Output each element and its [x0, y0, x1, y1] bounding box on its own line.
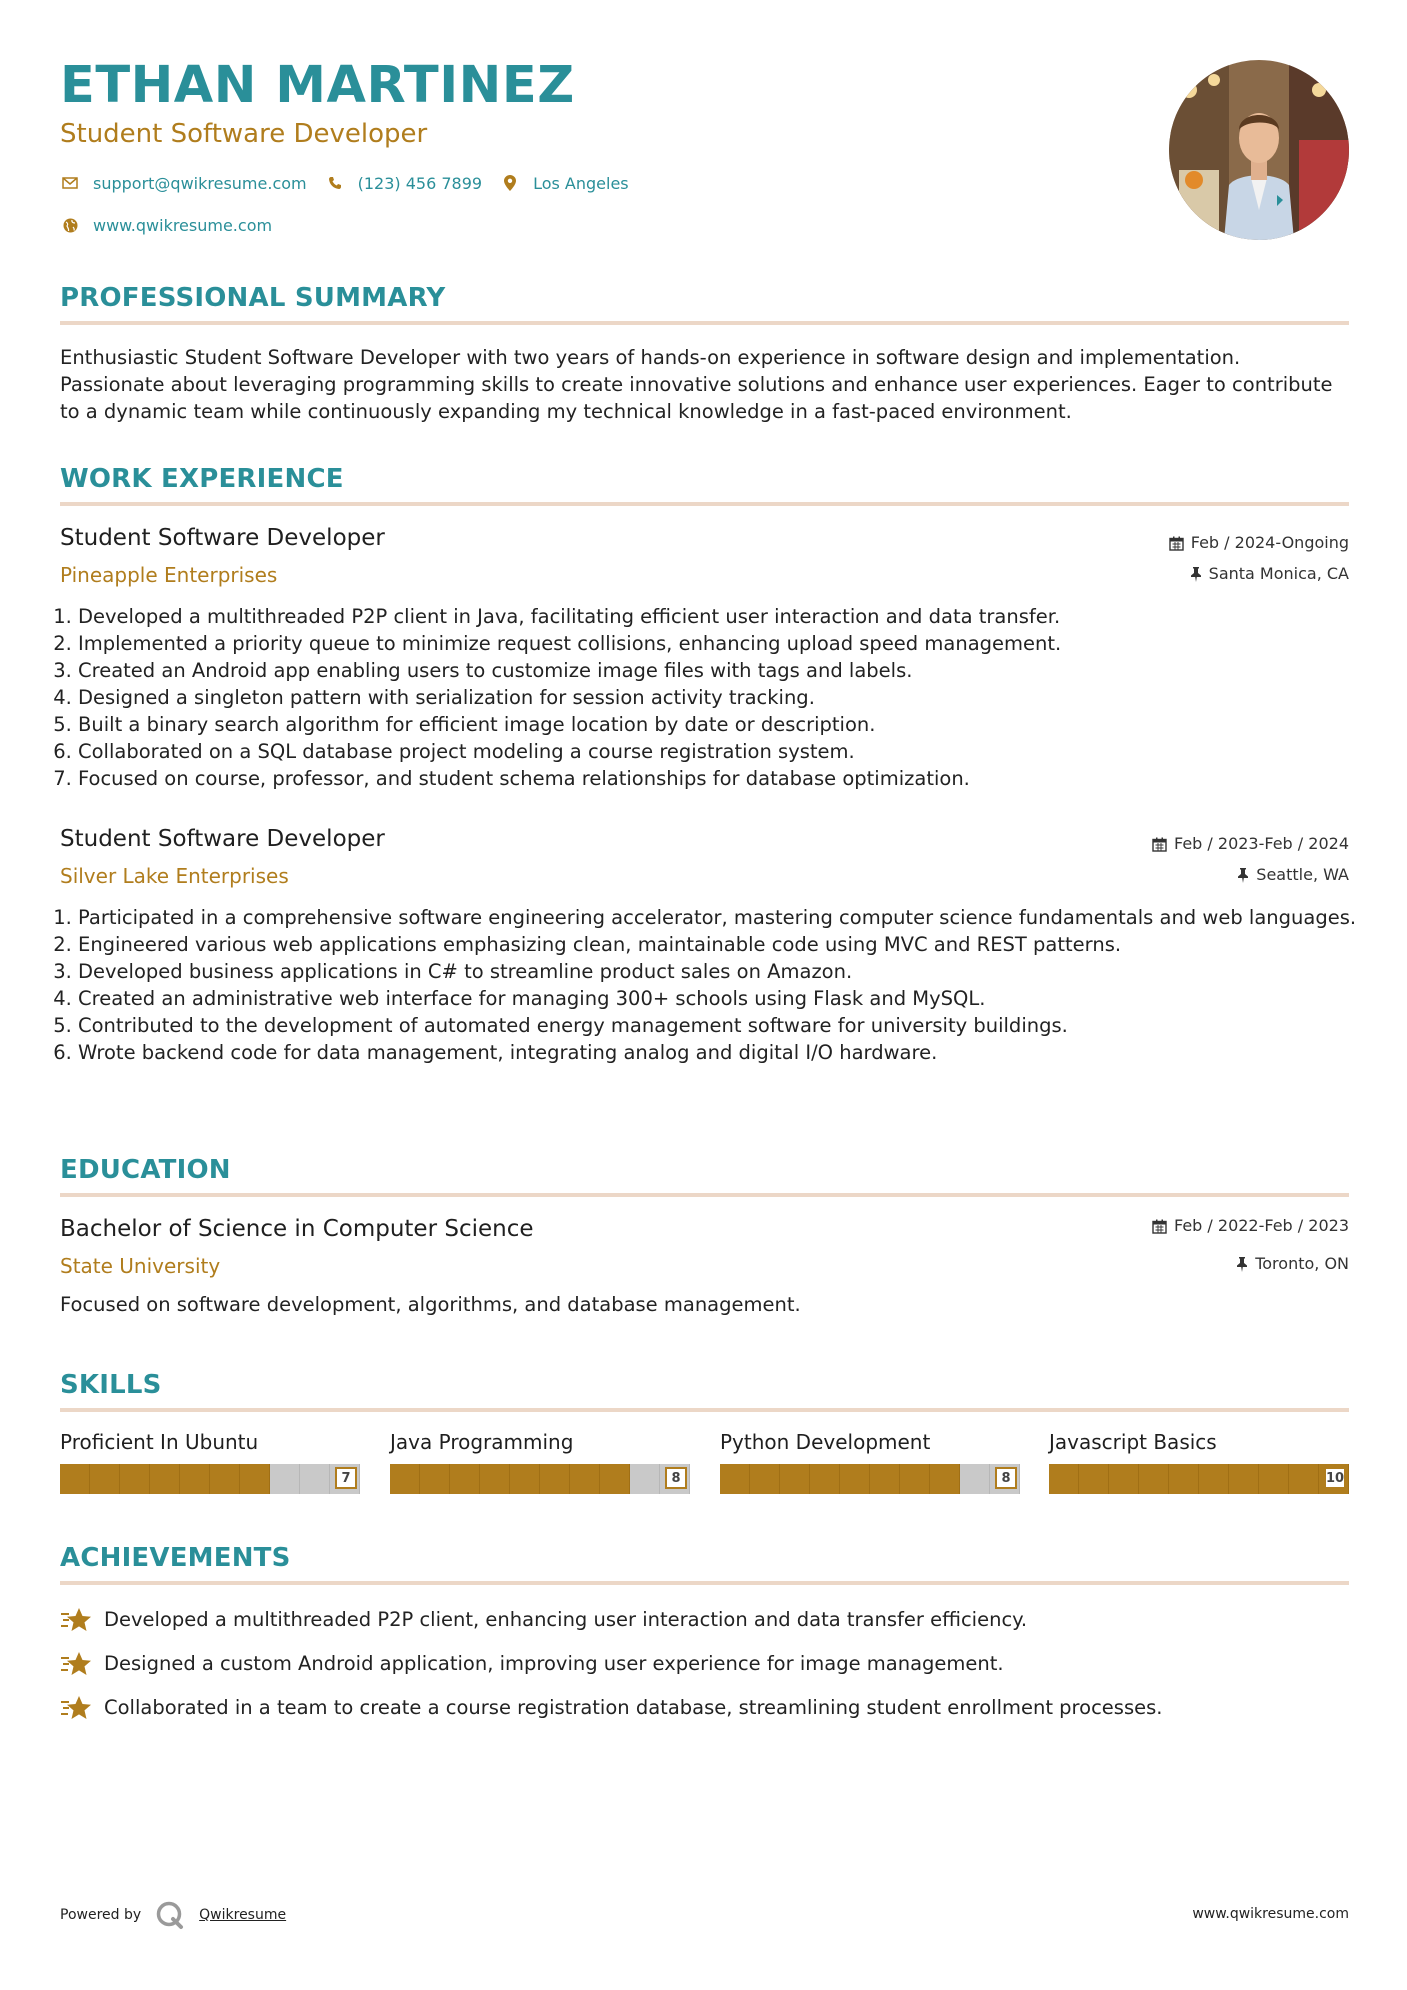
skill-bar-segment [810, 1464, 840, 1494]
star-icon [60, 1650, 92, 1678]
skill-label: Proficient In Ubuntu [60, 1430, 259, 1454]
summary-text: Enthusiastic Student Software Developer with two years of hands-on experience in software design and implementation. Passionate about leveraging programming skills to create innovative solutions and enhance user experiences. Eager to contribute to a dynamic team while continuously expanding my technical knowledge in a fast-paced environment. [60, 346, 1333, 423]
education-heading: EDUCATION [60, 1155, 231, 1185]
calendar-icon [1152, 1219, 1167, 1234]
section-divider [60, 1193, 1349, 1197]
skill-bar-segment [1259, 1464, 1289, 1494]
skill-bar-segment [270, 1464, 300, 1494]
skill-bar-segment [1139, 1464, 1169, 1494]
pushpin-icon [1237, 868, 1249, 883]
list-item: 3. Created an Android app enabling users to customize image files with tags and labels. [78, 657, 1367, 684]
list-item: 7. Focused on course, professor, and student schema relationships for database optimization. [78, 765, 1367, 792]
skill-bar-segment [450, 1464, 480, 1494]
star-icon [60, 1694, 92, 1722]
company-name: Silver Lake Enterprises [60, 864, 289, 888]
skill-level-bar [720, 1464, 1020, 1494]
calendar-icon [1169, 536, 1184, 551]
education-dates [1152, 1218, 1349, 1234]
skill-bar-segment [210, 1464, 240, 1494]
skill-bar-segment [60, 1464, 90, 1494]
footer-website[interactable]: www.qwikresume.com [1192, 1906, 1349, 1922]
job-responsibilities [60, 904, 1367, 1066]
list-item: 6. Collaborated on a SQL database project modeling a course registration system. [78, 738, 1367, 765]
candidate-title: Student Software Developer [60, 119, 428, 149]
skill-bar-segment [930, 1464, 960, 1494]
pushpin-icon [1236, 1257, 1248, 1272]
education-dates-text: Feb / 2022-Feb / 2023 [1174, 1216, 1349, 1235]
skill-label: Java Programming [390, 1430, 574, 1454]
list-item: 4. Created an administrative web interface for managing 300+ schools using Flask and MySQL. [78, 985, 1367, 1012]
job-title: Student Software Developer [60, 525, 385, 551]
skill-bar-segment [420, 1464, 450, 1494]
skills-heading: SKILLS [60, 1370, 162, 1400]
education-description: Focused on software development, algorithms, and database management. [60, 1293, 801, 1316]
skill-bar-segment [540, 1464, 570, 1494]
achievement-item [60, 1606, 1027, 1634]
list-item: 5. Contributed to the development of automated energy management software for university buildings. [78, 1012, 1367, 1039]
skill-bar-segment [750, 1464, 780, 1494]
job-dates [1169, 535, 1349, 551]
achievements-heading: ACHIEVEMENTS [60, 1543, 291, 1573]
skill-item [60, 1432, 360, 1494]
degree-title: Bachelor of Science in Computer Science [60, 1216, 534, 1242]
summary-heading: PROFESSIONAL SUMMARY [60, 283, 446, 313]
footer-powered-by [60, 1900, 286, 1930]
skill-bar-segment [150, 1464, 180, 1494]
experience-heading: WORK EXPERIENCE [60, 464, 344, 494]
list-item: 5. Built a binary search algorithm for efficient image location by date or description. [78, 711, 1367, 738]
skill-level-value: 10 [1324, 1467, 1346, 1489]
skill-bar-segment [180, 1464, 210, 1494]
achievement-text: Designed a custom Android application, improving user experience for image management. [104, 1652, 1004, 1676]
phone-number[interactable]: (123) 456 7899 [357, 173, 483, 193]
skill-label: Javascript Basics [1049, 1430, 1217, 1454]
skill-bar-segment [1049, 1464, 1079, 1494]
job-responsibilities [60, 603, 1367, 792]
job-location-text: Santa Monica, CA [1208, 564, 1349, 583]
list-item: 2. Implemented a priority queue to minimize request collisions, enhancing upload speed management. [78, 630, 1367, 657]
skill-bar-segment [600, 1464, 630, 1494]
section-divider [60, 321, 1349, 325]
skill-bar-segment [1079, 1464, 1109, 1494]
skill-bar-segment [570, 1464, 600, 1494]
location-pin-icon [500, 173, 520, 193]
email-link[interactable]: support@qwikresume.com [93, 173, 307, 193]
star-icon [60, 1606, 92, 1634]
resume-page [60, 0, 1357, 1990]
job-title: Student Software Developer [60, 826, 385, 852]
skill-bar-segment [240, 1464, 270, 1494]
skill-level-bar [390, 1464, 690, 1494]
list-item: 6. Wrote backend code for data management, integrating analog and digital I/O hardware. [78, 1039, 1367, 1066]
powered-by-label: Powered by [60, 1907, 142, 1923]
calendar-icon [1152, 837, 1167, 852]
list-item: 4. Designed a singleton pattern with serialization for session activity tracking. [78, 684, 1367, 711]
location-text: Los Angeles [533, 173, 629, 193]
skill-bar-segment [390, 1464, 420, 1494]
skill-level-value: 7 [335, 1467, 357, 1489]
list-item: 3. Developed business applications in C# to streamline product sales on Amazon. [78, 958, 1367, 985]
profile-photo [1169, 60, 1349, 240]
job-dates-text: Feb / 2023-Feb / 2024 [1174, 834, 1349, 853]
skill-level-value: 8 [665, 1467, 687, 1489]
skill-bar-segment [1169, 1464, 1199, 1494]
job-dates [1152, 836, 1349, 852]
skill-bar-segment [1109, 1464, 1139, 1494]
achievement-text: Developed a multithreaded P2P client, enhancing user interaction and data transfer efficiency. [104, 1608, 1028, 1632]
pushpin-icon [1190, 567, 1202, 582]
qwikresume-logo-icon [155, 1900, 185, 1930]
candidate-name: ETHAN MARTINEZ [60, 56, 575, 115]
skill-bar-segment [960, 1464, 990, 1494]
globe-icon [60, 215, 80, 235]
section-divider [60, 1408, 1349, 1412]
job-location [1237, 867, 1349, 883]
skill-bar-segment [870, 1464, 900, 1494]
school-name: State University [60, 1254, 221, 1278]
website-link[interactable]: www.qwikresume.com [93, 215, 273, 235]
list-item: 1. Developed a multithreaded P2P client in Java, facilitating efficient user interaction and data transfer. [78, 603, 1367, 630]
skill-bar-segment [1289, 1464, 1319, 1494]
skill-item [390, 1432, 690, 1494]
job-location [1190, 566, 1349, 582]
skill-bar-segment [120, 1464, 150, 1494]
job-location-text: Seattle, WA [1256, 865, 1349, 884]
section-divider [60, 502, 1349, 506]
skill-level-bar [1049, 1464, 1349, 1494]
skill-bar-segment [90, 1464, 120, 1494]
phone-icon [325, 173, 345, 193]
skill-item [720, 1432, 1020, 1494]
education-location [1236, 1256, 1349, 1272]
education-location-text: Toronto, ON [1255, 1254, 1349, 1273]
company-name: Pineapple Enterprises [60, 563, 278, 587]
skill-level-bar [60, 1464, 360, 1494]
list-item: 2. Engineered various web applications emphasizing clean, maintainable code using MVC and REST patterns. [78, 931, 1367, 958]
skill-level-value: 8 [995, 1467, 1017, 1489]
achievement-item [60, 1694, 1162, 1722]
skill-bar-segment [840, 1464, 870, 1494]
skill-bar-segment [1229, 1464, 1259, 1494]
contact-row [60, 173, 647, 193]
website-row [60, 215, 290, 235]
skill-bar-segment [900, 1464, 930, 1494]
skill-label: Python Development [720, 1430, 931, 1454]
achievement-item [60, 1650, 1004, 1678]
qwikresume-link[interactable]: Qwikresume [199, 1907, 287, 1923]
list-item: 1. Participated in a comprehensive software engineering accelerator, mastering computer science fundamentals and web languages. [78, 904, 1367, 931]
skill-bar-segment [510, 1464, 540, 1494]
email-icon [60, 173, 80, 193]
skill-bar-segment [1199, 1464, 1229, 1494]
section-divider [60, 1581, 1349, 1585]
skill-bar-segment [720, 1464, 750, 1494]
skill-item [1049, 1432, 1349, 1494]
achievement-text: Collaborated in a team to create a course registration database, streamlining student enrollment processes. [104, 1696, 1163, 1720]
skill-bar-segment [780, 1464, 810, 1494]
skill-bar-segment [630, 1464, 660, 1494]
job-dates-text: Feb / 2024-Ongoing [1190, 533, 1349, 552]
skill-bar-segment [300, 1464, 330, 1494]
skill-bar-segment [480, 1464, 510, 1494]
